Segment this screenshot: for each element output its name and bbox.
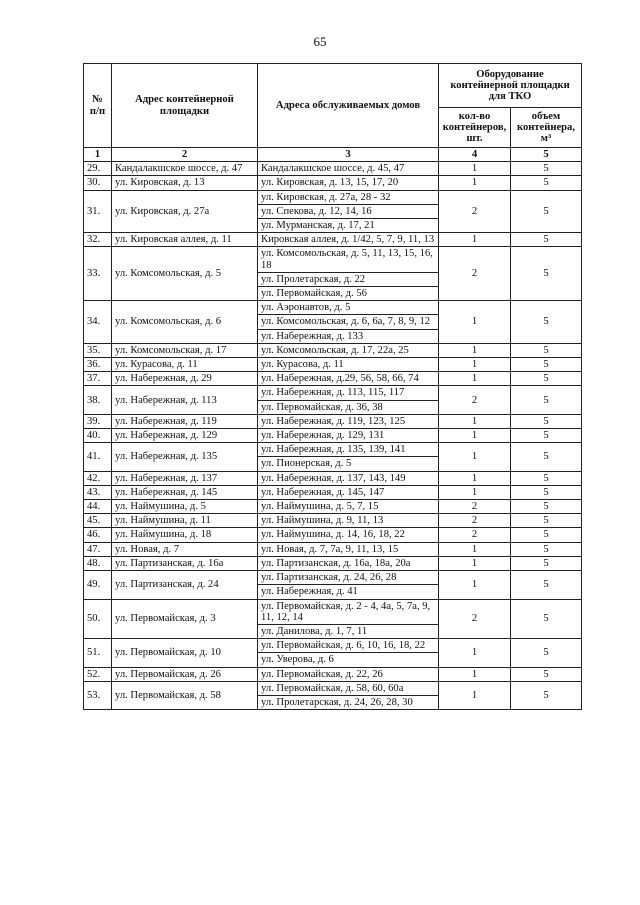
- container-volume: 5: [511, 681, 582, 709]
- site-address: ул. Набережная, д. 119: [112, 414, 258, 428]
- table-row: [84, 471, 582, 485]
- row-number: 36.: [84, 358, 112, 372]
- container-volume: 5: [511, 162, 582, 176]
- served-house-address: ул. Набережная, д. 137, 143, 149: [258, 471, 439, 485]
- row-number: 51.: [84, 639, 112, 667]
- container-count: 2: [439, 386, 511, 414]
- container-count: 2: [439, 500, 511, 514]
- table-header: [84, 64, 582, 162]
- site-address: ул. Набережная, д. 135: [112, 443, 258, 471]
- site-address: ул. Кировская, д. 13: [112, 176, 258, 190]
- served-house-address: ул. Первомайская, д. 56: [258, 287, 439, 301]
- served-house-address: ул. Кировская, д. 27а, 28 - 32: [258, 190, 439, 204]
- served-house-address: ул. Набережная, д. 41: [258, 585, 439, 599]
- container-volume: 5: [511, 500, 582, 514]
- served-house-address: ул. Первомайская, д. 2 - 4, 4а, 5, 7а, 9, 11, 12, 14: [258, 599, 439, 624]
- row-number: 50.: [84, 599, 112, 639]
- column-number: 3: [258, 148, 439, 162]
- container-volume: 5: [511, 542, 582, 556]
- container-volume: 5: [511, 372, 582, 386]
- row-number: 44.: [84, 500, 112, 514]
- served-house-address: ул. Партизанская, д. 16а, 18а, 20а: [258, 556, 439, 570]
- container-volume: 5: [511, 358, 582, 372]
- table-body: [84, 162, 582, 710]
- container-volume: 5: [511, 247, 582, 301]
- header-containers-count: кол-во контейнеров, шт.: [439, 108, 511, 148]
- site-address: ул. Первомайская, д. 26: [112, 667, 258, 681]
- table-row: [84, 372, 582, 386]
- container-count: 1: [439, 471, 511, 485]
- row-number: 30.: [84, 176, 112, 190]
- column-number: 1: [84, 148, 112, 162]
- site-address: ул. Набережная, д. 29: [112, 372, 258, 386]
- site-address: ул. Комсомольская, д. 6: [112, 301, 258, 344]
- site-address: Кандалакшское шоссе, д. 47: [112, 162, 258, 176]
- row-number: 41.: [84, 443, 112, 471]
- container-count: 1: [439, 372, 511, 386]
- header-equipment: Оборудование контейнерной площадки для ТКО: [439, 64, 582, 108]
- table-row: [84, 358, 582, 372]
- served-house-address: Кировская аллея, д. 1/42, 5, 7, 9, 11, 13: [258, 233, 439, 247]
- table-row: [84, 528, 582, 542]
- table-row: [84, 190, 582, 204]
- served-house-address: ул. Первомайская, д. 36, 38: [258, 400, 439, 414]
- row-number: 29.: [84, 162, 112, 176]
- served-house-address: ул. Кировская, д. 13, 15, 17, 20: [258, 176, 439, 190]
- table-row: [84, 414, 582, 428]
- site-address: ул. Первомайская, д. 3: [112, 599, 258, 639]
- site-address: ул. Комсомольская, д. 5: [112, 247, 258, 301]
- row-number: 37.: [84, 372, 112, 386]
- container-volume: 5: [511, 301, 582, 344]
- container-volume: 5: [511, 571, 582, 599]
- site-address: ул. Новая, д. 7: [112, 542, 258, 556]
- column-number: 4: [439, 148, 511, 162]
- served-house-address: ул. Комсомольская, д. 5, 11, 13, 15, 16, 18: [258, 247, 439, 272]
- row-number: 39.: [84, 414, 112, 428]
- served-house-address: ул. Данилова, д. 1, 7, 11: [258, 624, 439, 638]
- served-house-address: ул. Наймушина, д. 14, 16, 18, 22: [258, 528, 439, 542]
- container-count: 1: [439, 681, 511, 709]
- site-address: ул. Набережная, д. 145: [112, 485, 258, 499]
- container-count: 2: [439, 528, 511, 542]
- served-house-address: ул. Партизанская, д. 24, 26, 28: [258, 571, 439, 585]
- container-volume: 5: [511, 190, 582, 233]
- served-house-address: ул. Набережная, д. 145, 147: [258, 485, 439, 499]
- container-volume: 5: [511, 514, 582, 528]
- served-house-address: ул. Наймушина, д. 5, 7, 15: [258, 500, 439, 514]
- container-volume: 5: [511, 639, 582, 667]
- served-house-address: ул. Набережная, д. 113, 115, 117: [258, 386, 439, 400]
- served-house-address: ул. Новая, д. 7, 7а, 9, 11, 13, 15: [258, 542, 439, 556]
- container-count: 1: [439, 542, 511, 556]
- row-number: 42.: [84, 471, 112, 485]
- served-house-address: ул. Пионерская, д. 5: [258, 457, 439, 471]
- table-row: [84, 247, 582, 272]
- served-house-address: ул. Курасова, д. 11: [258, 358, 439, 372]
- table-row: [84, 599, 582, 624]
- row-number: 45.: [84, 514, 112, 528]
- container-count: 1: [439, 414, 511, 428]
- table-row: [84, 301, 582, 315]
- row-number: 34.: [84, 301, 112, 344]
- table-row: [84, 443, 582, 457]
- site-address: ул. Наймушина, д. 5: [112, 500, 258, 514]
- container-volume: 5: [511, 343, 582, 357]
- table-row: [84, 485, 582, 499]
- row-number: 40.: [84, 429, 112, 443]
- served-house-address: ул. Набережная, д. 135, 139, 141: [258, 443, 439, 457]
- table-row: [84, 556, 582, 570]
- row-number: 43.: [84, 485, 112, 499]
- header-container-volume: объем контейнера, м³: [511, 108, 582, 148]
- served-house-address: ул. Набережная, д. 129, 131: [258, 429, 439, 443]
- row-number: 52.: [84, 667, 112, 681]
- container-count: 1: [439, 162, 511, 176]
- container-count: 1: [439, 556, 511, 570]
- row-number: 48.: [84, 556, 112, 570]
- site-address: ул. Кировская, д. 27а: [112, 190, 258, 233]
- row-number: 53.: [84, 681, 112, 709]
- container-count: 1: [439, 233, 511, 247]
- site-address: ул. Курасова, д. 11: [112, 358, 258, 372]
- page-number: 65: [313, 34, 327, 49]
- table-row: [84, 514, 582, 528]
- served-house-address: ул. Пролетарская, д. 24, 26, 28, 30: [258, 695, 439, 709]
- container-count: 1: [439, 639, 511, 667]
- table-row: [84, 542, 582, 556]
- served-house-address: ул. Спекова, д. 12, 14, 16: [258, 204, 439, 218]
- served-house-address: ул. Комсомольская, д. 17, 22а, 25: [258, 343, 439, 357]
- container-count: 1: [439, 485, 511, 499]
- table-row: [84, 681, 582, 695]
- container-count: 1: [439, 443, 511, 471]
- row-number: 38.: [84, 386, 112, 414]
- served-house-address: ул. Наймушина, д. 9, 11, 13: [258, 514, 439, 528]
- site-address: ул. Наймушина, д. 18: [112, 528, 258, 542]
- container-count: 2: [439, 599, 511, 639]
- container-volume: 5: [511, 599, 582, 639]
- site-address: ул. Набережная, д. 129: [112, 429, 258, 443]
- container-count: 2: [439, 190, 511, 233]
- container-count: 1: [439, 301, 511, 344]
- table-row: [84, 386, 582, 400]
- row-number: 46.: [84, 528, 112, 542]
- row-number: 31.: [84, 190, 112, 233]
- served-house-address: ул. Аэронавтов, д. 5: [258, 301, 439, 315]
- header-served-houses: Адреса обслуживаемых домов: [258, 64, 439, 148]
- served-house-address: ул. Комсомольская, д. 6, 6а, 7, 8, 9, 12: [258, 315, 439, 329]
- container-count: 1: [439, 571, 511, 599]
- served-house-address: ул. Пролетарская, д. 22: [258, 272, 439, 286]
- served-house-address: Кандалакшское шоссе, д. 45, 47: [258, 162, 439, 176]
- served-house-address: ул. Набережная, д. 133: [258, 329, 439, 343]
- container-volume: 5: [511, 429, 582, 443]
- served-house-address: ул. Мурманская, д. 17, 21: [258, 219, 439, 233]
- container-count: 1: [439, 667, 511, 681]
- container-volume: 5: [511, 443, 582, 471]
- container-volume: 5: [511, 471, 582, 485]
- header-num: № п/п: [84, 64, 112, 148]
- container-count: 1: [439, 358, 511, 372]
- container-count: 1: [439, 429, 511, 443]
- row-number: 33.: [84, 247, 112, 301]
- served-house-address: ул. Первомайская, д. 22, 26: [258, 667, 439, 681]
- table-row: [84, 162, 582, 176]
- served-house-address: ул. Первомайская, д. 6, 10, 16, 18, 22: [258, 639, 439, 653]
- container-volume: 5: [511, 176, 582, 190]
- site-address: ул. Кировская аллея, д. 11: [112, 233, 258, 247]
- site-address: ул. Наймушина, д. 11: [112, 514, 258, 528]
- row-number: 35.: [84, 343, 112, 357]
- site-address: ул. Первомайская, д. 10: [112, 639, 258, 667]
- site-address: ул. Первомайская, д. 58: [112, 681, 258, 709]
- table-row: [84, 571, 582, 585]
- site-address: ул. Партизанская, д. 16а: [112, 556, 258, 570]
- row-number: 32.: [84, 233, 112, 247]
- container-volume: 5: [511, 233, 582, 247]
- served-house-address: ул. Первомайская, д. 58, 60, 60а: [258, 681, 439, 695]
- container-volume: 5: [511, 414, 582, 428]
- container-count: 2: [439, 514, 511, 528]
- container-sites-table: [83, 63, 582, 710]
- container-volume: 5: [511, 485, 582, 499]
- header-site-address: Адрес контейнерной площадки: [112, 64, 258, 148]
- table-row: [84, 233, 582, 247]
- served-house-address: ул. Набережная, д.29, 56, 58, 66, 74: [258, 372, 439, 386]
- served-house-address: ул. Уверова, д. 6: [258, 653, 439, 667]
- site-address: ул. Комсомольская, д. 17: [112, 343, 258, 357]
- table-row: [84, 343, 582, 357]
- column-number: 2: [112, 148, 258, 162]
- container-volume: 5: [511, 386, 582, 414]
- served-house-address: ул. Набережная, д. 119, 123, 125: [258, 414, 439, 428]
- table-row: [84, 667, 582, 681]
- table-row: [84, 639, 582, 653]
- table-row: [84, 429, 582, 443]
- container-volume: 5: [511, 556, 582, 570]
- container-volume: 5: [511, 528, 582, 542]
- table-row: [84, 500, 582, 514]
- site-address: ул. Набережная, д. 113: [112, 386, 258, 414]
- container-count: 1: [439, 176, 511, 190]
- row-number: 47.: [84, 542, 112, 556]
- site-address: ул. Партизанская, д. 24: [112, 571, 258, 599]
- table-row: [84, 176, 582, 190]
- container-volume: 5: [511, 667, 582, 681]
- row-number: 49.: [84, 571, 112, 599]
- column-number-row: [84, 148, 582, 162]
- container-count: 1: [439, 343, 511, 357]
- container-count: 2: [439, 247, 511, 301]
- column-number: 5: [511, 148, 582, 162]
- site-address: ул. Набережная, д. 137: [112, 471, 258, 485]
